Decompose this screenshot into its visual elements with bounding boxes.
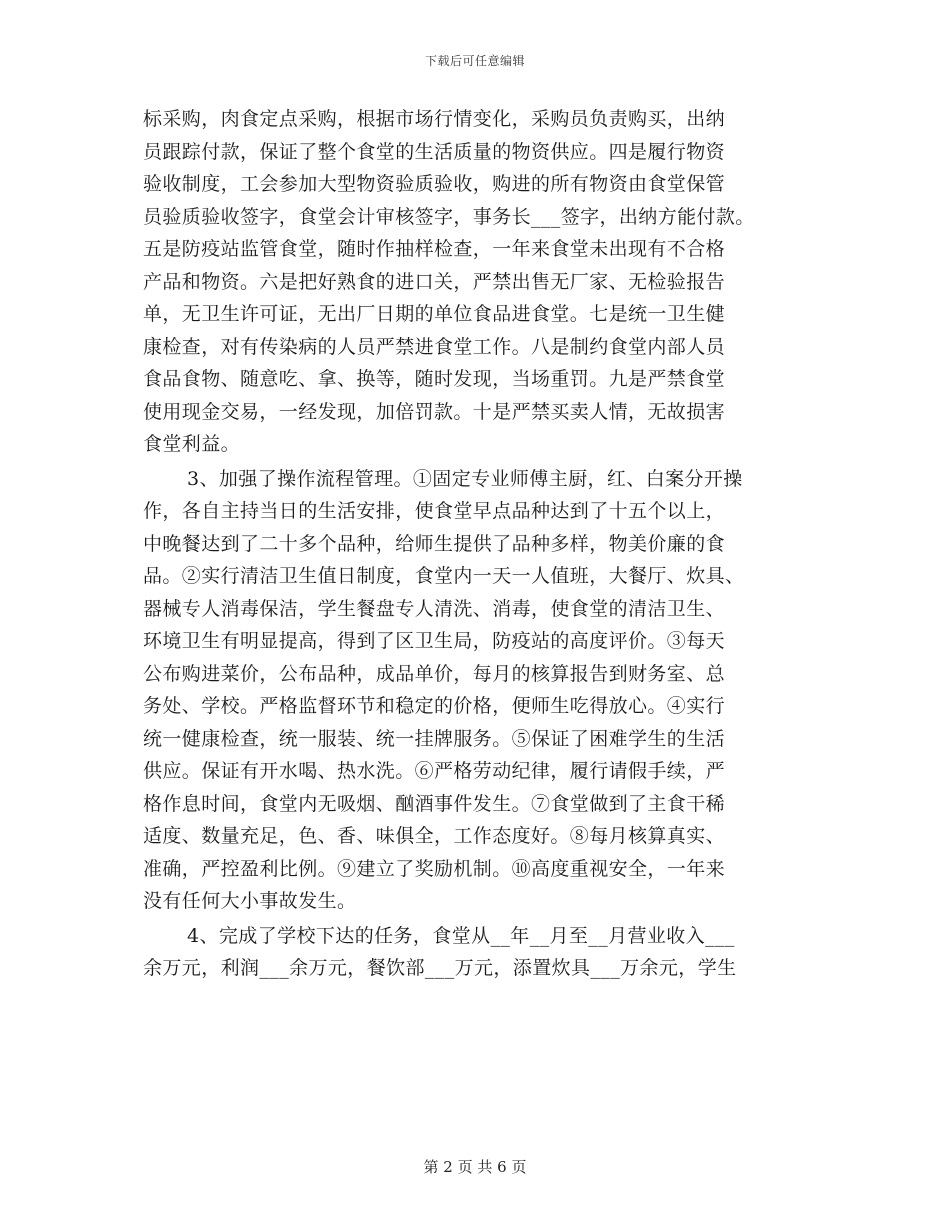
text-line: 准确，严控盈利比例。⑨建立了奖励机制。⑩高度重视安全，一年来	[143, 857, 726, 880]
text-line: 标采购，肉食定点采购，根据市场行情变化，采购员负责购买，出纳	[143, 108, 726, 130]
text-line: 五是防疫站监管食堂，随时作抽样检查，一年来食堂未出现有不合格	[143, 238, 726, 260]
text-line: 食品食物、随意吃、拿、换等，随时发现，当场重罚。九是严禁食堂	[143, 368, 726, 390]
header-note: 下载后可任意编辑	[424, 54, 525, 68]
text-line: 供应。保证有开水喝、热水洗。⑥严格劳动纪律，履行请假手续，严	[143, 760, 726, 782]
text-line: 使用现金交易，一经发现，加倍罚款。十是严禁买卖人情，无故损害	[143, 400, 726, 423]
text-line: 康检查，对有传染病的人员严禁进食堂工作。八是制约食堂内部人员	[143, 335, 726, 358]
text-line: 统一健康检查，统一服装、统一挂牌服务。⑤保证了困难学生的生活	[143, 727, 726, 750]
text-line: 公布购进菜价，公布品种，成品单价，每月的核算报告到财务室、总	[143, 662, 726, 685]
page-number: 第 2 页 共 6 页	[423, 1158, 527, 1176]
text-line: 格作息时间，食堂内无吸烟、酗酒事件发生。⑦食堂做到了主食干稀	[143, 792, 726, 815]
text-line: 品。②实行清洁卫生值日制度，食堂内一天一人值班，大餐厅、炊具、	[143, 565, 745, 587]
text-line: 余万元，利润___余万元，餐饮部___万元，添置炊具___万余元，学生	[143, 957, 737, 979]
text-line: 环境卫生有明显提高，得到了区卫生局，防疫站的高度评价。③每天	[143, 630, 726, 652]
text-line: 单，无卫生许可证，无出厂日期的单位食品进食堂。七是统一卫生健	[143, 303, 726, 325]
text-line: 验收制度，工会参加大型物资验质验收，购进的所有物资由食堂保管	[143, 173, 726, 195]
text-line: 食堂利益。	[143, 433, 241, 455]
text-line: 务处、学校。严格监督环节和稳定的价格，便师生吃得放心。④实行	[143, 695, 726, 717]
text-line: 产品和物资。六是把好熟食的进口关，严禁出售无厂家、无检验报告	[143, 270, 726, 293]
text-line: 适度、数量充足，色、香、味俱全，工作态度好。⑧每月核算真实、	[143, 825, 726, 847]
text-line: 作，各自主持当日的生活安排，使食堂早点品种达到了十五个以上，	[143, 500, 726, 522]
text-line: 员跟踪付款，保证了整个食堂的生活质量的物资供应。四是履行物资	[143, 140, 726, 163]
text-line: 4、完成了学校下达的任务，食堂从__年__月至__月营业收入___	[187, 924, 735, 947]
document-body	[143, 103, 813, 985]
text-line: 中晚餐达到了二十多个品种，给师生提供了品种多样，物美价廉的食	[143, 532, 726, 555]
text-line: 3、加强了操作流程管理。①固定专业师傅主厨，红、白案分开操	[187, 467, 743, 490]
text-line: 没有任何大小事故发生。	[143, 890, 357, 912]
text-line: 员验质验收签字，食堂会计审核签字，事务长___签字，出纳方能付款。	[143, 205, 755, 228]
text-line: 器械专人消毒保洁，学生餐盘专人清洗、消毒，使食堂的清洁卫生、	[143, 597, 726, 620]
